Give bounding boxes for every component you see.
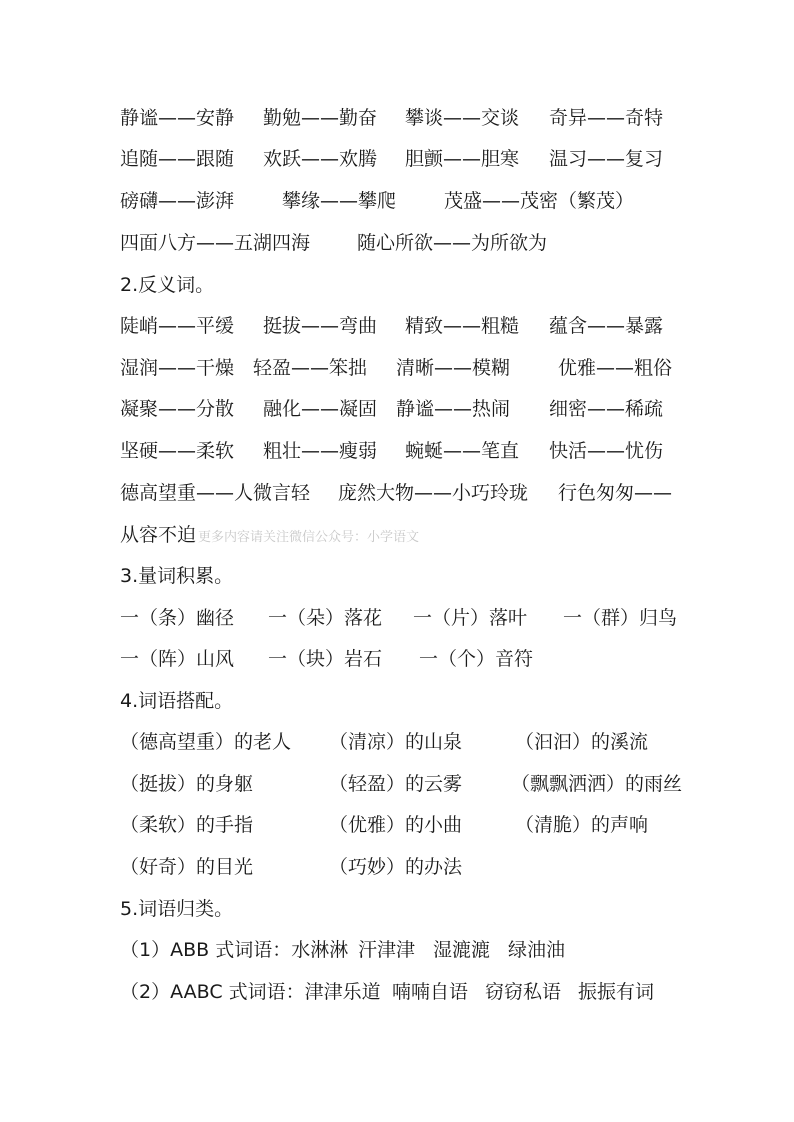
word-continuation: 从容不迫 更多内容请关注微信公众号：小学语文: [120, 524, 420, 546]
measure-phrase: 一（块）岩石: [268, 648, 383, 670]
classification-label: （1）ABB 式词语：水淋淋: [120, 939, 349, 961]
word-pair: 奇异——奇特: [549, 107, 664, 129]
measure-phrase: 一（个）音符: [419, 648, 534, 670]
word-pair: 快活——忧伤: [549, 440, 664, 462]
word-item: 绿油油: [508, 939, 566, 961]
word-pair: 精致——粗糙: [405, 315, 520, 337]
word-pair: 勤勉——勤奋: [263, 107, 378, 129]
measure-phrase: 一（群）归鸟: [563, 607, 678, 629]
section-heading-classification: 5.词语归类。: [120, 898, 234, 920]
word-item: 湿漉漉: [433, 939, 491, 961]
section-heading-antonyms: 2.反义词。: [120, 274, 215, 296]
collocation-phrase: （巧妙）的办法: [329, 856, 463, 878]
classification-label: （2）AABC 式词语：津津乐道: [120, 981, 381, 1003]
collocation-phrase: （轻盈）的云雾: [329, 773, 463, 795]
watermark-text: 更多内容请关注微信公众号：小学语文: [198, 530, 420, 545]
word-pair: 攀缘——攀爬: [282, 190, 397, 212]
word-pair: 欢跃——欢腾: [263, 148, 378, 170]
word-item: 振振有词: [578, 981, 655, 1003]
word-pair: 德高望重——人微言轻: [120, 482, 311, 504]
word-pair: 行色匆匆——: [558, 482, 673, 504]
word-pair: 胆颤——胆寒: [405, 148, 520, 170]
collocation-phrase: （优雅）的小曲: [329, 814, 463, 836]
measure-phrase: 一（片）落叶: [413, 607, 528, 629]
word-pair: 庞然大物——小巧玲珑: [338, 482, 529, 504]
word-pair: 磅礴——澎湃: [120, 190, 235, 212]
word-pair: 茂盛——茂密（繁茂）: [444, 190, 635, 212]
word-pair: 粗壮——瘦弱: [263, 440, 378, 462]
word-item: 喃喃自语: [392, 981, 469, 1003]
word-pair: 静谧——热闹: [396, 398, 511, 420]
section-heading-measure-words: 3.量词积累。: [120, 565, 234, 587]
word-pair: 攀谈——交谈: [405, 107, 520, 129]
word-pair: 蜿蜒——笔直: [405, 440, 520, 462]
word-pair: 挺拔——弯曲: [263, 315, 378, 337]
word-pair: 四面八方——五湖四海: [120, 232, 311, 254]
collocation-phrase: （德高望重）的老人: [120, 731, 292, 753]
word-pair: 优雅——粗俗: [558, 357, 673, 379]
word-pair: 随心所欲——为所欲为: [357, 232, 548, 254]
collocation-phrase: （挺拔）的身躯: [120, 773, 254, 795]
word-pair: 融化——凝固: [263, 398, 378, 420]
word-pair: 坚硬——柔软: [120, 440, 235, 462]
word-pair: 湿润——干燥: [120, 357, 235, 379]
collocation-phrase: （清脆）的声响: [515, 814, 649, 836]
word-pair: 温习——复习: [549, 148, 664, 170]
word-pair: 细密——稀疏: [549, 398, 664, 420]
word-pair: 凝聚——分散: [120, 398, 235, 420]
word-pair: 陡峭——平缓: [120, 315, 235, 337]
word-item: 汗津津: [358, 939, 416, 961]
word-pair: 蕴含——暴露: [549, 315, 664, 337]
word-pair: 静谧——安静: [120, 107, 235, 129]
measure-phrase: 一（阵）山风: [120, 648, 235, 670]
word-pair: 追随——跟随: [120, 148, 235, 170]
collocation-phrase: （飘飘洒洒）的雨丝: [511, 773, 683, 795]
collocation-phrase: （柔软）的手指: [120, 814, 254, 836]
word-pair: 清晰——模糊: [396, 357, 511, 379]
measure-phrase: 一（朵）落花: [268, 607, 383, 629]
collocation-phrase: （汩汩）的溪流: [515, 731, 649, 753]
word-item: 窃窃私语: [485, 981, 562, 1003]
collocation-phrase: （清凉）的山泉: [329, 731, 463, 753]
measure-phrase: 一（条）幽径: [120, 607, 235, 629]
word-pair: 轻盈——笨拙: [253, 357, 368, 379]
section-heading-collocation: 4.词语搭配。: [120, 690, 234, 712]
collocation-phrase: （好奇）的目光: [120, 856, 254, 878]
